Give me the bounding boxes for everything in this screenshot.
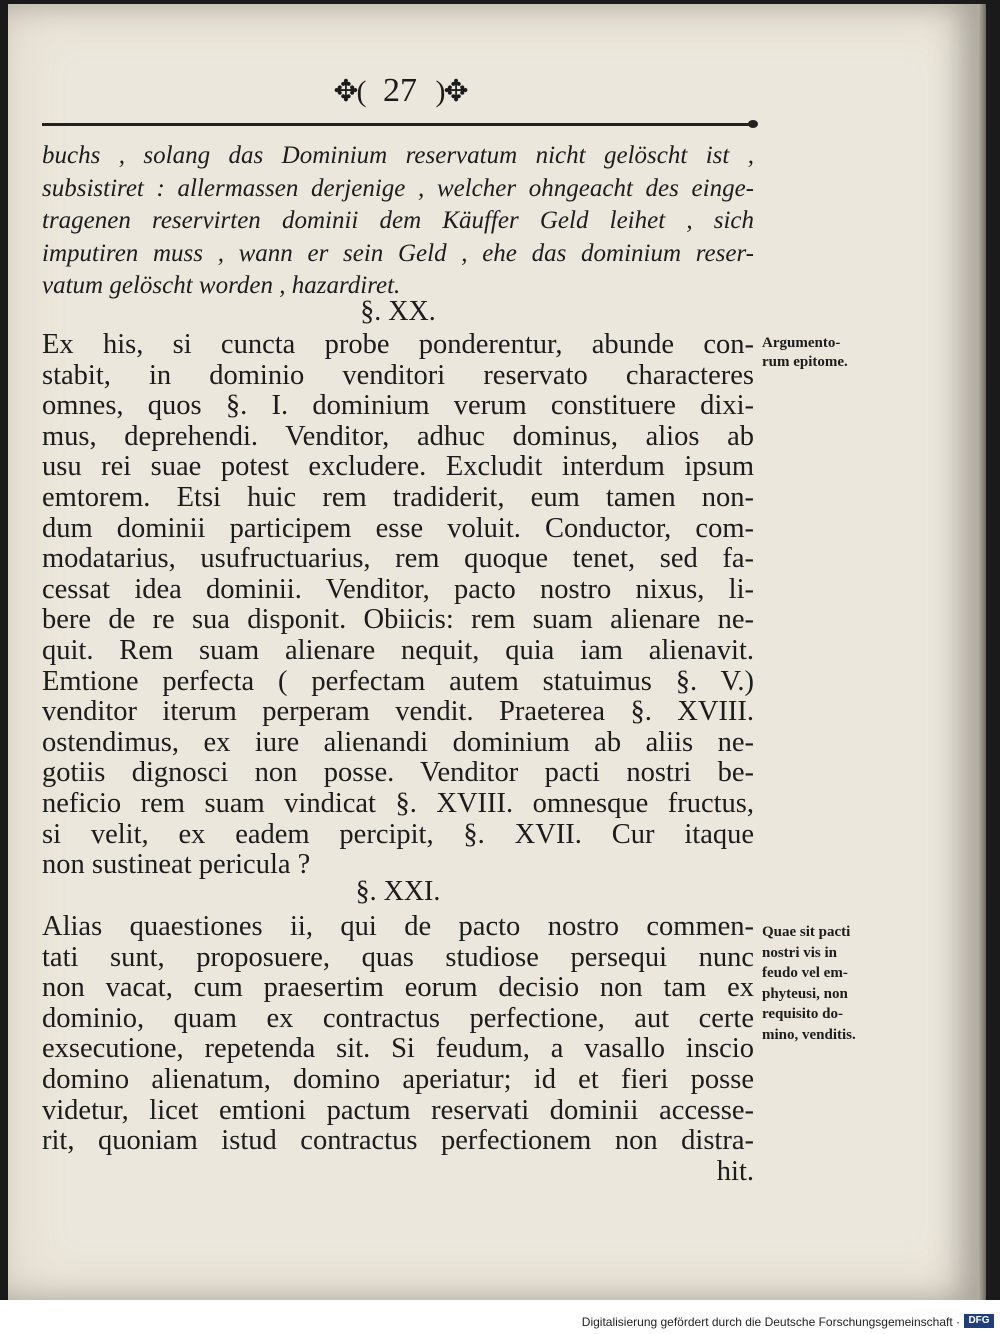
text-line: Alias quaestiones ii, qui de pacto nostro commen- — [42, 911, 754, 942]
text-line: non sustineat pericula ? — [42, 849, 311, 881]
text-line: usu rei suae potest excludere. Excludit interdum ipsum — [42, 451, 754, 483]
margin-note-line: rum epitome. — [762, 354, 848, 370]
text-line: emtorem. Etsi huic rem tradiderit, eum tamen non- — [42, 481, 754, 513]
text-line: Emtione perfecta ( perfectam autem statuimus §. V.) — [42, 665, 754, 697]
text-line: rit, quoniam istud contractus perfectionem non distra- — [42, 1125, 754, 1157]
text-line: imputiren muss , wann er sein Geld , ehe das dominium reser- — [42, 239, 754, 267]
paragraph-xx — [42, 330, 754, 881]
text-line: subsistiret : allermassen derjenige , welcher ohngeacht des einge- — [42, 174, 754, 202]
text-line: bere de re sua disponit. Obiicis: rem suam alienare ne- — [42, 604, 754, 636]
section-heading-xx: §. XX. — [360, 296, 436, 327]
dfg-logo-icon: DFG — [964, 1314, 994, 1328]
text-line: mus, deprehendi. Venditor, adhuc dominus, alios ab — [42, 420, 754, 452]
text-line: Ex his, si cuncta probe ponderentur, abunde con- — [42, 329, 754, 360]
margin-note-line: mino, venditis. — [762, 1026, 856, 1043]
page-number: 27 — [383, 72, 417, 109]
margin-note-quae-sit — [762, 922, 856, 1045]
page-header — [300, 72, 500, 122]
text-line: domino alienatum, domino aperiatur; id et fieri posse — [42, 1063, 754, 1095]
text-line: buchs , solang das Dominium reservatum nicht gelöscht ist , — [42, 142, 754, 169]
page-edge — [978, 4, 986, 1300]
paragraph-xxi — [42, 912, 754, 1187]
margin-note-line: nostri vis in — [762, 944, 838, 961]
text-line: non vacat, cum praesertim eorum decisio non tam ex — [42, 972, 754, 1004]
ornament-left-icon: ✥( — [333, 75, 365, 108]
text-line: modatarius, usufructuarius, rem quoque tenet, sed fa- — [42, 543, 754, 575]
text-line: tati sunt, proposuere, quas studiose persequi nunc — [42, 941, 754, 973]
text-line: dominio, quam ex contractus perfectione, aut certe — [42, 1002, 754, 1034]
header-rule — [42, 123, 754, 126]
text-line: gotiis dignosci non posse. Venditor pacti nostri be- — [42, 757, 754, 789]
margin-note-line: Quae sit pacti — [762, 924, 851, 940]
margin-note-argumentorum — [762, 334, 848, 372]
text-line: ostendimus, ex iure alienandi dominium ab aliis ne- — [42, 726, 754, 758]
margin-note-line: requisito do- — [762, 1006, 843, 1022]
text-line: venditor iterum perperam vendit. Praeterea §. XVIII. — [42, 696, 754, 728]
section-heading-xxi: §. XXI. — [355, 876, 441, 907]
ornament-right-icon: )✥ — [435, 75, 467, 108]
text-line: vatum gelöscht worden , hazardiret. — [42, 272, 401, 299]
text-line: tragenen reservirten dominii dem Käuffer Geld leihet , sich — [42, 207, 754, 234]
catchword: hit. — [716, 1155, 754, 1187]
margin-note-line: Argumento- — [762, 335, 841, 351]
german-paragraph — [42, 140, 754, 303]
margin-note-line: phyteusi, non — [762, 985, 848, 1002]
digitization-credit: Digitalisierung gefördert durch die Deutsche Forschungsgemeinschaft · — [581, 1315, 960, 1329]
text-line: stabit, in dominio venditori reservato characteres — [42, 359, 754, 391]
text-line: exsecutione, repetenda sit. Si feudum, a vasallo inscio — [42, 1033, 754, 1065]
text-line: neficio rem suam vindicat §. XVIII. omnesque fructus, — [42, 787, 754, 819]
text-line: dum dominii participem esse voluit. Conductor, com- — [42, 512, 754, 544]
margin-note-line: feudo vel em- — [762, 965, 848, 981]
text-line: si velit, ex eadem percipit, §. XVII. Cur itaque — [42, 818, 754, 850]
text-line: omnes, quos §. I. dominium verum constituere dixi- — [42, 390, 754, 422]
text-line: videtur, licet emtioni pactum reservati dominii accesse- — [42, 1094, 754, 1126]
text-line: cessat idea dominii. Venditor, pacto nostro nixus, li- — [42, 573, 754, 605]
text-line: quit. Rem suam alienare nequit, quia iam alienavit. — [42, 634, 754, 666]
